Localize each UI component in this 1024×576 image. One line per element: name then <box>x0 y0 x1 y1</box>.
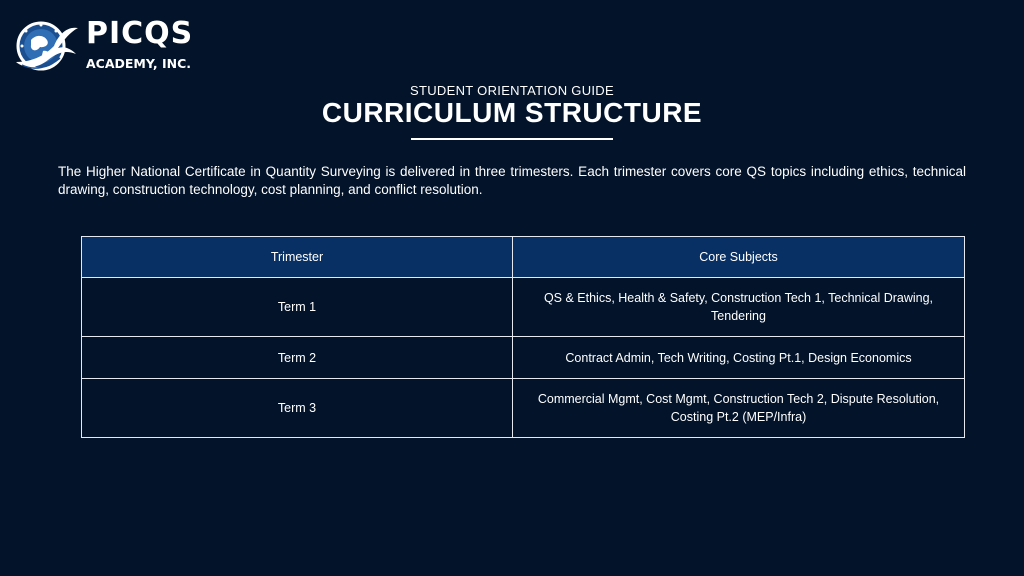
table-header-row <box>82 237 965 278</box>
intro-paragraph: The Higher National Certificate in Quantity Surveying is delivered in three trimesters. Each trimester covers core QS topics including ethics, technical drawing, construction technology, cost planning, and conflict resolution. <box>58 164 966 197</box>
page-title: CURRICULUM STRUCTURE <box>321 97 703 128</box>
term-cell: Term 1 <box>82 278 513 337</box>
brand-logo <box>14 18 193 76</box>
curriculum-table <box>81 236 965 438</box>
subjects-cell: Contract Admin, Tech Writing, Costing Pt.1, Design Economics <box>513 337 965 379</box>
subjects-cell: QS & Ethics, Health & Safety, Construction Tech 1, Technical Drawing, Tendering <box>513 278 965 337</box>
table-row <box>82 379 965 438</box>
globe-emblem-icon <box>14 18 80 76</box>
column-header-trimester: Trimester <box>82 237 513 278</box>
brand-subtitle: ACADEMY, INC. <box>86 56 191 71</box>
term-cell: Term 3 <box>82 379 513 438</box>
table-row <box>82 337 965 379</box>
brand-wordmark <box>86 18 193 72</box>
column-header-core-subjects: Core Subjects <box>513 237 965 278</box>
subjects-cell: Commercial Mgmt, Cost Mgmt, Construction Tech 2, Dispute Resolution, Costing Pt.2 (MEP/Infra) <box>513 379 965 438</box>
title-underline <box>411 138 613 140</box>
page-eyebrow: STUDENT ORIENTATION GUIDE <box>410 83 614 98</box>
brand-name: PICQS <box>86 16 194 51</box>
table-row <box>82 278 965 337</box>
term-cell: Term 2 <box>82 337 513 379</box>
